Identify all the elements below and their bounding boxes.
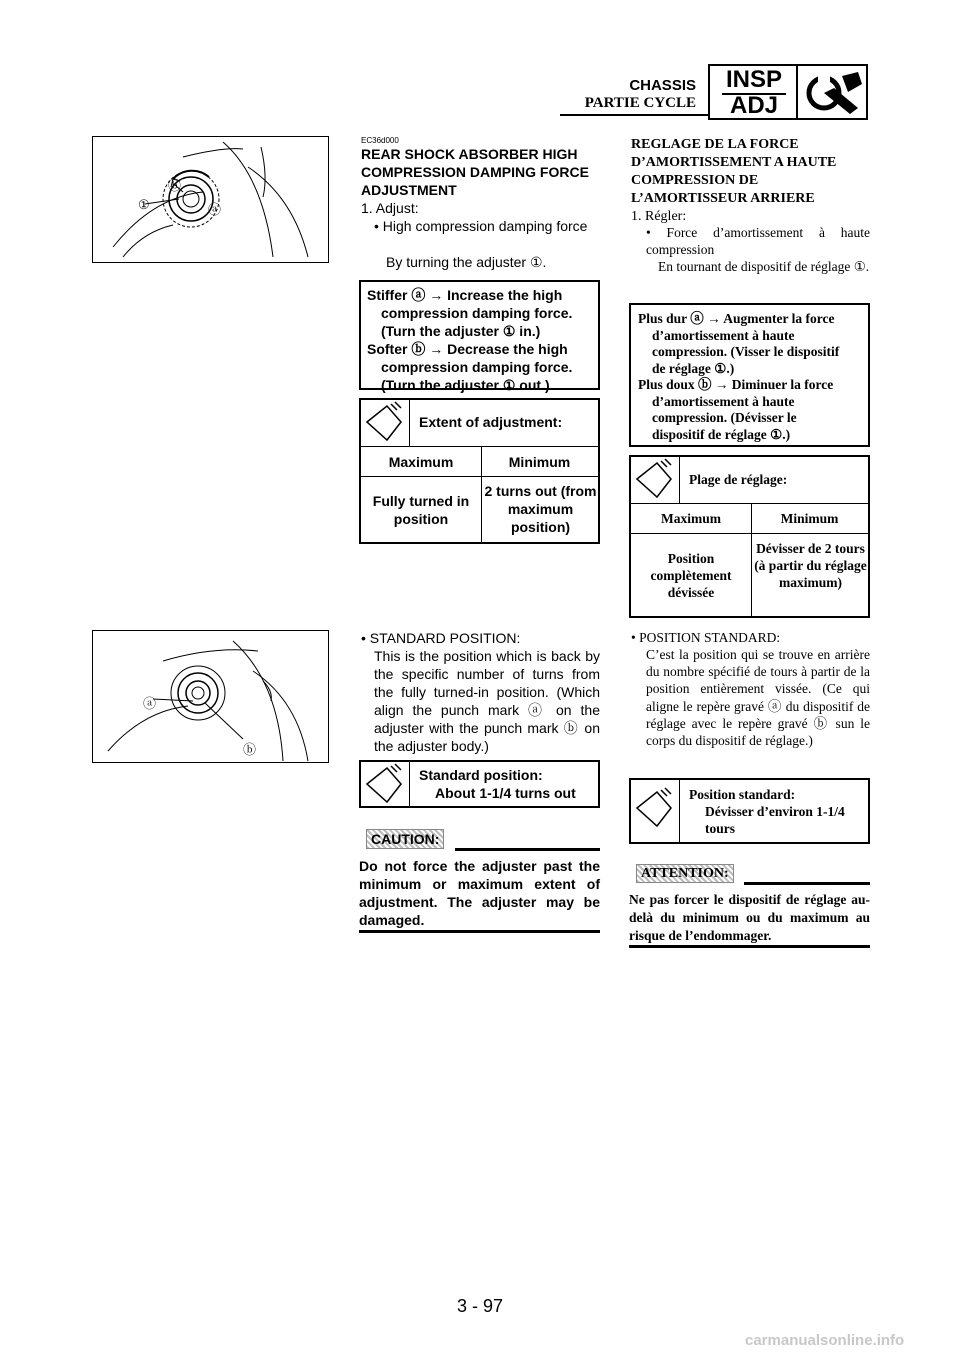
- spec-cell: [361, 762, 410, 806]
- val-minimum-fr: Dévisser de 2 tours (à partir du réglage maximum): [754, 541, 867, 590]
- stiffer-line2: compression damping force.: [381, 305, 573, 321]
- callout-a: ⓐ: [208, 202, 222, 217]
- softer-line2: d’amortissement à haute: [652, 393, 795, 409]
- col-maximum-en: Maximum: [388, 454, 454, 470]
- stiffer-line1: Stiffer ⓐ → Increase the high: [367, 287, 563, 303]
- col-minimum-en: Minimum: [508, 454, 571, 470]
- stiffer-line2: d’amortissement à haute: [652, 327, 795, 343]
- extent-title-fr: Plage de réglage:: [689, 472, 788, 487]
- extent-title-en: Extent of adjustment:: [419, 414, 563, 430]
- standard-title-en: Standard position:: [419, 767, 543, 783]
- stiffer-line1: Plus dur ⓐ → Augmenter la force: [638, 311, 835, 326]
- stiffer-softer-box-fr: [629, 303, 870, 447]
- insp-adj-badge: [708, 64, 868, 120]
- bullet-damping-sub-en: By turning the adjuster ①.: [386, 254, 547, 270]
- header-rule: [560, 114, 710, 116]
- caution-bottom-rule: [359, 930, 600, 933]
- caution-label-fr: [636, 864, 734, 882]
- shock-adjuster-punchmark-illustration: [93, 631, 328, 762]
- val-maximum-fr: Position complètement dévissée: [650, 551, 732, 600]
- section-title-fr: REGLAGE DE LA FORCE D’AMORTISSEMENT A HAUTE COMPRESSION DE L’AMORTISSEUR ARRIERE: [631, 137, 837, 206]
- badge-adj: ADJ: [729, 92, 778, 119]
- standard-box-fr: [629, 778, 870, 844]
- caution-text-en: Do not force the adjuster past the minimum or maximum extent of adjustment. The adjuster may be damaged.: [359, 858, 600, 928]
- badge-insp: INSP: [725, 66, 782, 93]
- softer-line3: compression. (Dévisser le: [652, 410, 797, 425]
- table-rule: [361, 446, 598, 447]
- caution-bottom-rule: [629, 945, 870, 948]
- table-rule: [631, 503, 868, 504]
- wrench-spec-icon: [361, 762, 409, 806]
- bullet-damping-sub-fr: En tournant de dispositif de réglage ①.: [658, 259, 870, 274]
- stiffer-line3: (Turn the adjuster ① in.): [381, 323, 541, 339]
- caution-tag: CAUTION:: [366, 829, 444, 849]
- standard-bullet-fr: • POSITION STANDARD:: [631, 630, 781, 645]
- section-title-en: CHASSIS: [629, 77, 696, 94]
- standard-text-fr: C’est la position qui se trouve en arrière du nombre spécifié de tours à partir de la position entièrement vissée. (Ce qui aligne le repère gravé ⓐ du dispositif de réglage avec le repère gravé ⓑ sun le corps du dispositif de réglage.): [646, 647, 870, 749]
- wrench-spec-icon: [631, 457, 679, 503]
- callout-b: ⓑ: [243, 742, 257, 757]
- spec-cell: [361, 400, 410, 446]
- table-rule: [361, 476, 598, 477]
- bullet-damping-text: • High compression damping force: [374, 218, 588, 234]
- extent-table-fr: [629, 455, 870, 618]
- softer-line1: Softer ⓑ → Decrease the high: [367, 341, 568, 357]
- bullet-damping-en: [374, 217, 599, 235]
- section-code: EC36d000: [361, 136, 399, 145]
- badge-separator: [796, 66, 798, 118]
- callout-b: ⓑ: [168, 178, 182, 193]
- figure-adjuster-2: [92, 630, 329, 763]
- softer-line3: (Turn the adjuster ① out.): [381, 377, 550, 393]
- spec-cell: [631, 457, 680, 503]
- page-number: 3 - 97: [456, 1296, 504, 1316]
- step-adjust-en: 1. Adjust:: [361, 200, 419, 216]
- softer-line4: dispositif de réglage ①.): [652, 426, 791, 442]
- standard-title-fr: Position standard:: [689, 787, 796, 802]
- val-minimum-en: 2 turns out (from maximum position): [484, 483, 597, 535]
- softer-line1: Plus doux ⓑ → Diminuer la force: [638, 377, 834, 392]
- softer-line2: compression damping force.: [381, 359, 573, 375]
- caution-top-rule: [744, 882, 870, 885]
- col-minimum-fr: Minimum: [780, 511, 839, 526]
- stiffer-line4: de réglage ①.): [652, 360, 735, 376]
- spec-cell: [631, 780, 680, 842]
- standard-value-fr: Dévisser d’environ 1-1/4 tours: [705, 804, 845, 836]
- val-maximum-en: Fully turned in position: [372, 493, 470, 527]
- extent-table-en: [359, 398, 600, 544]
- caution-text-fr: Ne pas forcer le dispositif de réglage au-delà du minimum ou du maximum au risque de l’endommager.: [629, 892, 870, 943]
- figure-adjuster-1: [92, 136, 329, 263]
- caution-label-en: [366, 831, 444, 849]
- standard-box-en: [359, 760, 600, 808]
- caution-tag: ATTENTION:: [636, 864, 734, 883]
- stiffer-line3: compression. (Visser le dispositif: [652, 344, 840, 359]
- col-maximum-fr: Maximum: [661, 511, 721, 526]
- callout-1: ①: [138, 197, 150, 212]
- section-title-en: REAR SHOCK ABSORBER HIGH COMPRESSION DAMPING FORCE ADJUSTMENT: [361, 146, 589, 198]
- wrench-spec-icon: [631, 780, 679, 842]
- standard-bullet-en: • STANDARD POSITION:: [361, 630, 521, 646]
- table-col-rule: [751, 503, 752, 616]
- wrench-icon: [802, 70, 864, 116]
- standard-value-en: About 1-1/4 turns out: [435, 785, 576, 801]
- watermark: carmanualsonline.info: [745, 1332, 905, 1349]
- wrench-spec-icon: [361, 400, 409, 446]
- table-rule: [631, 533, 868, 534]
- callout-a: ⓐ: [143, 696, 157, 711]
- standard-text-en: This is the position which is back by the specific number of turns from the fully turned-in position. (Which align the punch mark ⓐ on the adjuster with the punch mark ⓑ on the adjuster body.): [374, 648, 600, 754]
- step-adjust-fr: 1. Régler:: [631, 209, 687, 224]
- stiffer-softer-box-en: [359, 280, 600, 393]
- caution-top-rule: [455, 848, 600, 851]
- table-col-rule: [481, 446, 482, 542]
- section-title-fr: PARTIE CYCLE: [584, 95, 696, 111]
- bullet-damping-fr: • Force d’amortissement à haute compression: [646, 225, 870, 257]
